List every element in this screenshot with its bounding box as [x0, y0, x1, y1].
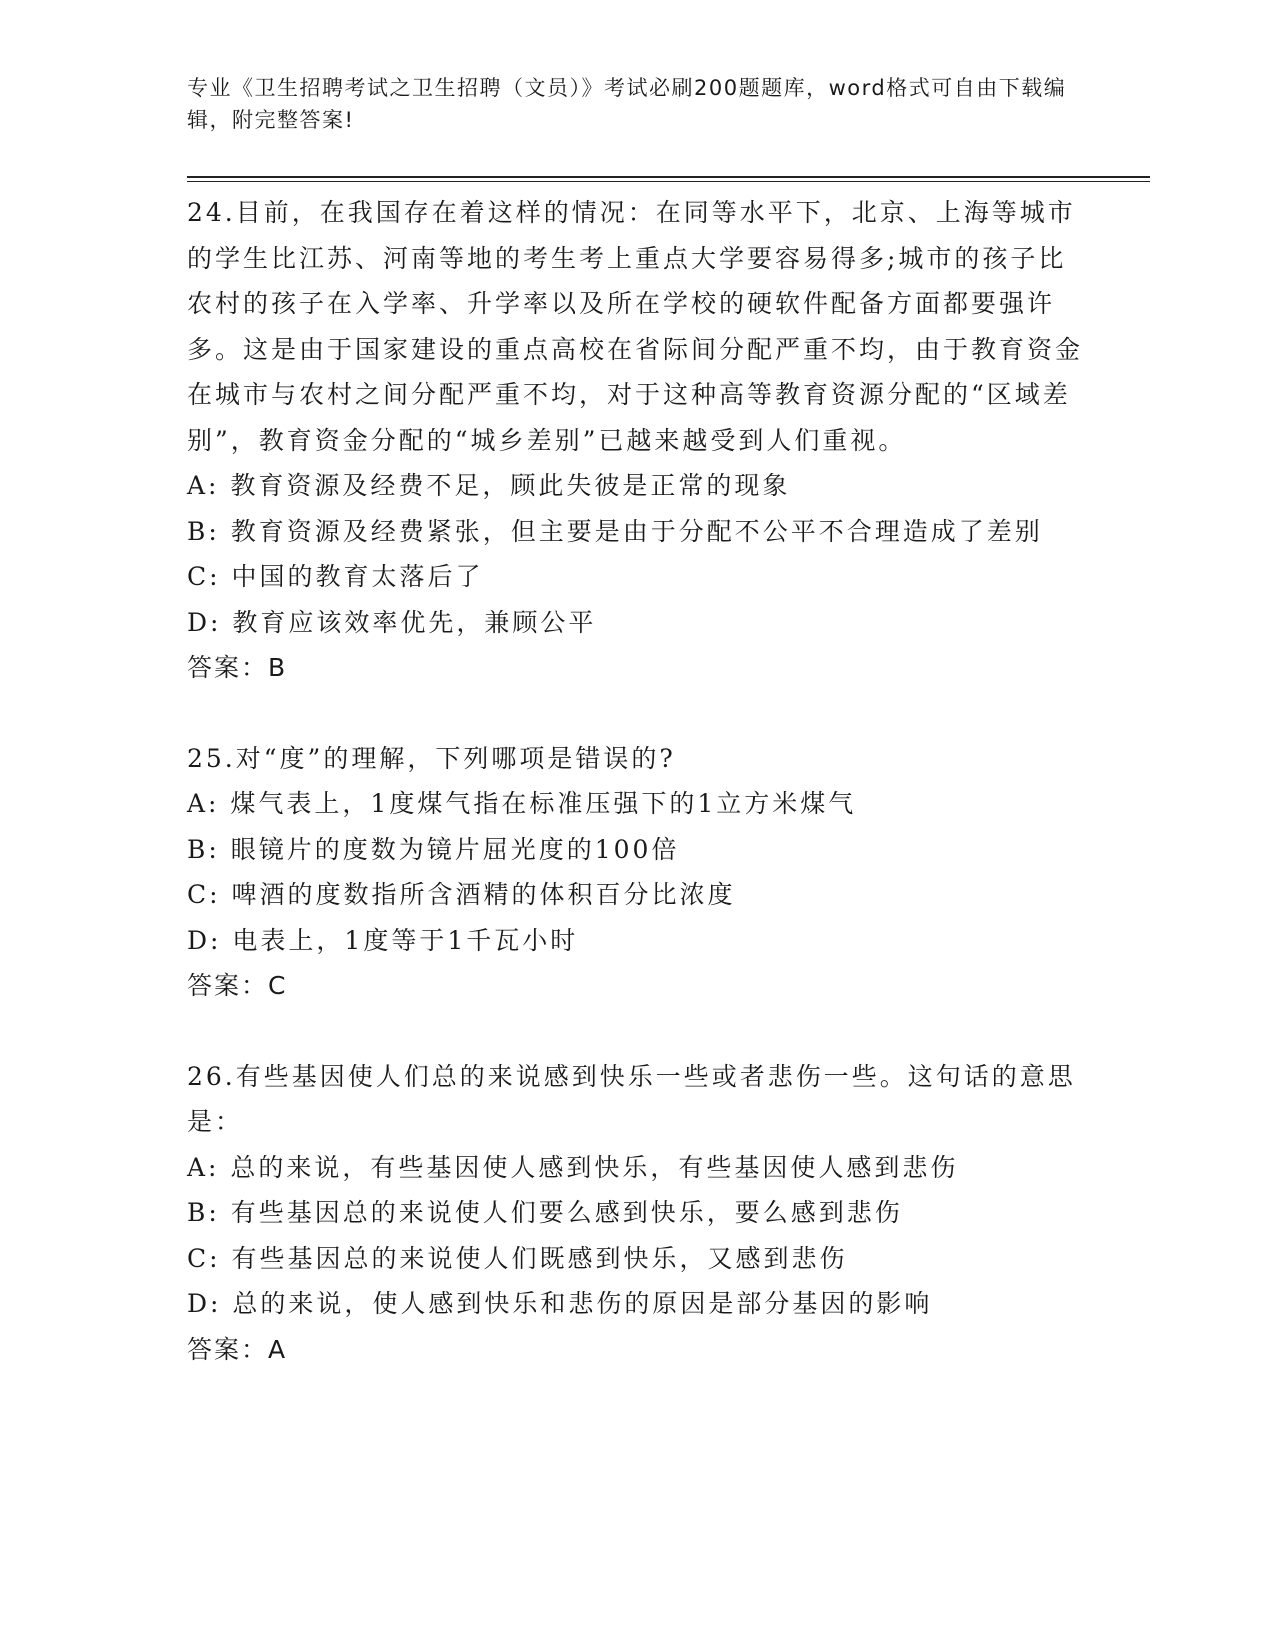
option-b: B: 有些基因总的来说使人们要么感到快乐，要么感到悲伤	[187, 1198, 903, 1227]
answer-label: 答案：A	[187, 1334, 288, 1364]
header-title: 专业《卫生招聘考试之卫生招聘（文员）》考试必刷200题题库，word格式可自由下载编辑，附完整答案!	[187, 76, 1067, 132]
option-c: C: 啤酒的度数指所含酒精的体积百分比浓度	[187, 880, 736, 909]
option-b: B: 教育资源及经费紧张，但主要是由于分配不公平不合理造成了差别	[187, 516, 1043, 546]
header-rule-thick	[187, 176, 1150, 178]
question-list	[187, 190, 1087, 1417]
answer-label: 答案：B	[187, 653, 288, 682]
option-a: A: 教育资源及经费不足，顾此失彼是正常的现象	[187, 471, 791, 500]
document-header	[187, 72, 1087, 136]
option-c: C: 中国的教育太落后了	[187, 562, 484, 591]
question-stem: 24.目前，在我国存在着这样的情况：在同等水平下，北京、上海等城市的学生比江苏、河南等地的考生考上重点大学要容易得多;城市的孩子比农村的孩子在入学率、升学率以及所在学校的硬软件配备方面都要强许多。这是由于国家建设的重点高校在省际间分配严重不均，由于教育资金在城市与农村之间分配严重不均，对于这种高等教育资源分配的“区域差别”，教育资金分配的“城乡差别”已越来越受到人们重视。	[187, 198, 1084, 455]
question-26	[187, 1054, 1087, 1373]
question-24	[187, 190, 1087, 691]
option-d: D: 电表上，1度等于1千瓦小时	[187, 925, 579, 955]
question-stem: 25.对“度”的理解，下列哪项是错误的?	[187, 743, 676, 773]
option-d: D: 教育应该效率优先，兼顾公平	[187, 607, 597, 637]
question-25	[187, 736, 1087, 1009]
option-c: C: 有些基因总的来说使人们既感到快乐，又感到悲伤	[187, 1243, 848, 1273]
option-a: A: 总的来说，有些基因使人感到快乐，有些基因使人感到悲伤	[187, 1152, 959, 1182]
answer-label: 答案：C	[187, 971, 288, 1000]
option-a: A: 煤气表上，1度煤气指在标准压强下的1立方米煤气	[187, 789, 857, 818]
question-stem: 26.有些基因使人们总的来说感到快乐一些或者悲伤一些。这句话的意思是：	[187, 1061, 1076, 1136]
header-rule-thin	[187, 181, 1150, 182]
option-d: D: 总的来说，使人感到快乐和悲伤的原因是部分基因的影响	[187, 1289, 933, 1318]
option-b: B: 眼镜片的度数为镜片屈光度的100倍	[187, 834, 680, 864]
